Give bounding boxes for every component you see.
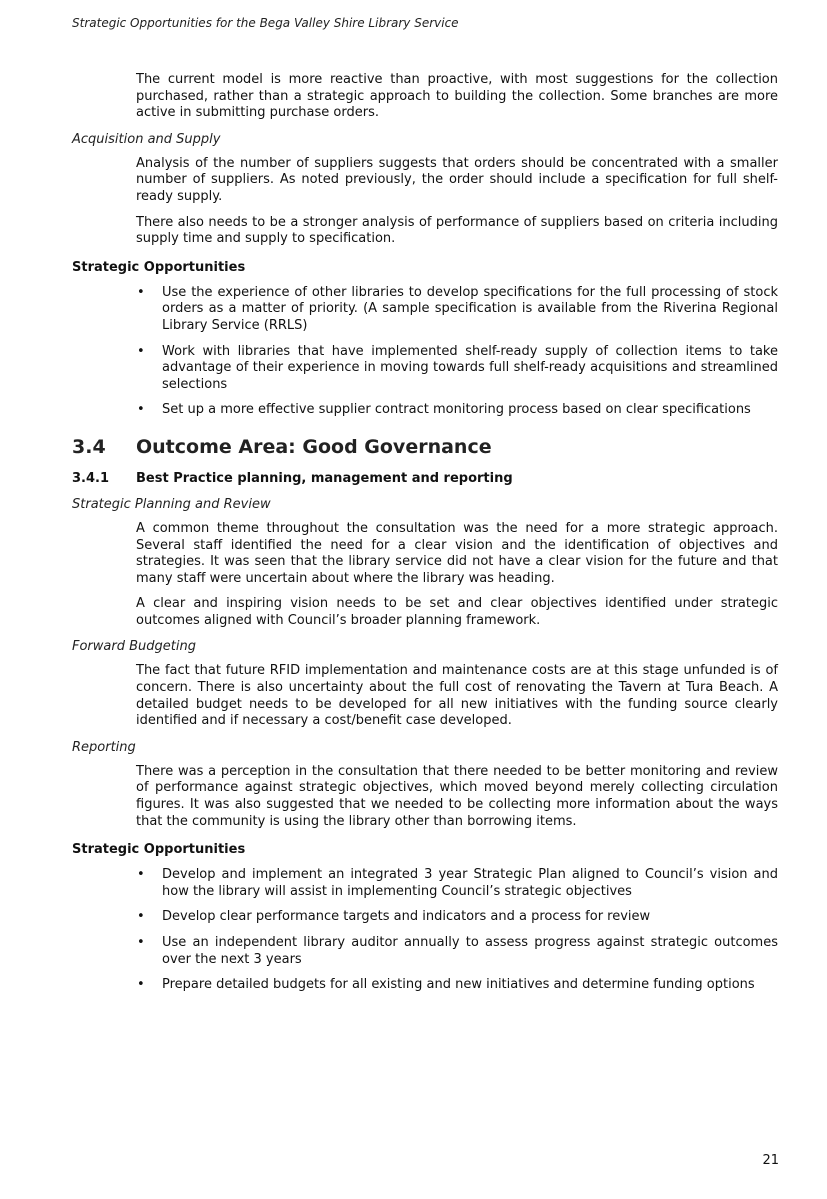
budgeting-heading: Forward Budgeting xyxy=(72,639,196,655)
list-item-text: Set up a more effective supplier contract monitoring process based on clear specifications xyxy=(162,402,751,418)
strategic-opportunities-list-1 xyxy=(72,285,778,419)
list-item xyxy=(137,402,778,419)
list-item xyxy=(137,909,778,926)
planning-paragraph-2: A clear and inspiring vision needs to be set and clear objectives identified under strategic outcomes aligned with Council’s broader planning framework. xyxy=(136,596,778,628)
list-item-text: Use the experience of other libraries to develop specifications for the full processing of stock orders as a matter of priority. (A sample specification is available from the Riverina Regional Library Service (RRLS) xyxy=(162,284,778,333)
list-item-text: Work with libraries that have implemented shelf-ready supply of collection items to take advantage of their experience in moving towards full shelf-ready acquisitions and streamlined selections xyxy=(162,343,778,392)
bullet: • xyxy=(137,402,145,418)
list-item xyxy=(137,343,778,394)
strategic-opportunities-heading-2: Strategic Opportunities xyxy=(72,842,246,858)
running-header: Strategic Opportunities for the Bega Valley Shire Library Service xyxy=(72,16,459,30)
acquisition-paragraph-1: Analysis of the number of suppliers suggests that orders should be concentrated with a smaller number of suppliers. As noted previously, the order should include a specification for full shelf-ready supply. xyxy=(136,155,778,204)
page-number: 21 xyxy=(762,1153,779,1168)
bullet: • xyxy=(137,284,145,300)
section-heading xyxy=(72,435,778,459)
intro-paragraph: The current model is more reactive than proactive, with most suggestions for the collection purchased, rather than a strategic approach to building the collection. Some branches are more active in submitting purchase orders. xyxy=(136,72,778,121)
list-item-text: Develop clear performance targets and indicators and a process for review xyxy=(162,909,651,925)
strategic-opportunities-heading-1: Strategic Opportunities xyxy=(72,259,246,275)
bullet: • xyxy=(137,343,145,359)
page-body xyxy=(72,72,778,1003)
bullet: • xyxy=(137,909,145,925)
subsection-number: 3.4.1 xyxy=(72,470,110,486)
list-item-text: Prepare detailed budgets for all existing and new initiatives and determine funding options xyxy=(162,977,755,993)
subsection-heading xyxy=(72,471,778,487)
list-item xyxy=(137,284,778,335)
subsection-title: Best Practice planning, management and reporting xyxy=(136,470,513,486)
planning-heading: Strategic Planning and Review xyxy=(72,496,271,512)
acquisition-paragraph-2: There also needs to be a stronger analysis of performance of suppliers based on criteria including supply time and supply to specification. xyxy=(136,214,778,247)
reporting-paragraph: There was a perception in the consultation that there needed to be better monitoring and review of performance against strategic objectives, which moved beyond merely collecting circulation figures. It was also suggested that we needed to be collecting more information about the ways that the community is using the library other than borrowing items. xyxy=(136,763,778,829)
list-item xyxy=(137,935,778,968)
planning-paragraph-1: A common theme throughout the consultation was the need for a more strategic approach. Several staff identified the need for a clear vision and the identification of objectives and strategies. It was seen that the library service did not have a clear vision for the future and that many staff were uncertain about where the library was heading. xyxy=(136,520,778,586)
bullet: • xyxy=(137,935,145,950)
list-item-text: Use an independent library auditor annually to assess progress against strategic outcomes over the next 3 years xyxy=(162,935,778,967)
list-item xyxy=(137,867,778,900)
acquisition-heading: Acquisition and Supply xyxy=(72,131,221,147)
bullet: • xyxy=(137,977,145,993)
section-title: Outcome Area: Good Governance xyxy=(136,435,492,458)
reporting-heading: Reporting xyxy=(72,739,136,755)
bullet: • xyxy=(137,867,145,883)
strategic-opportunities-list-2 xyxy=(72,867,778,994)
section-number: 3.4 xyxy=(72,435,106,458)
budgeting-paragraph: The fact that future RFID implementation and maintenance costs are at this stage unfunded is of concern. There is also uncertainty about the full cost of renovating the Tavern at Tura Beach. A detailed budget needs to be developed for all new initiatives with the funding source clearly identified and if necessary a cost/benefit case developed. xyxy=(136,663,778,729)
list-item-text: Develop and implement an integrated 3 year Strategic Plan aligned to Council’s vision and how the library will assist in implementing Council’s strategic objectives xyxy=(162,867,778,899)
list-item xyxy=(137,977,778,994)
